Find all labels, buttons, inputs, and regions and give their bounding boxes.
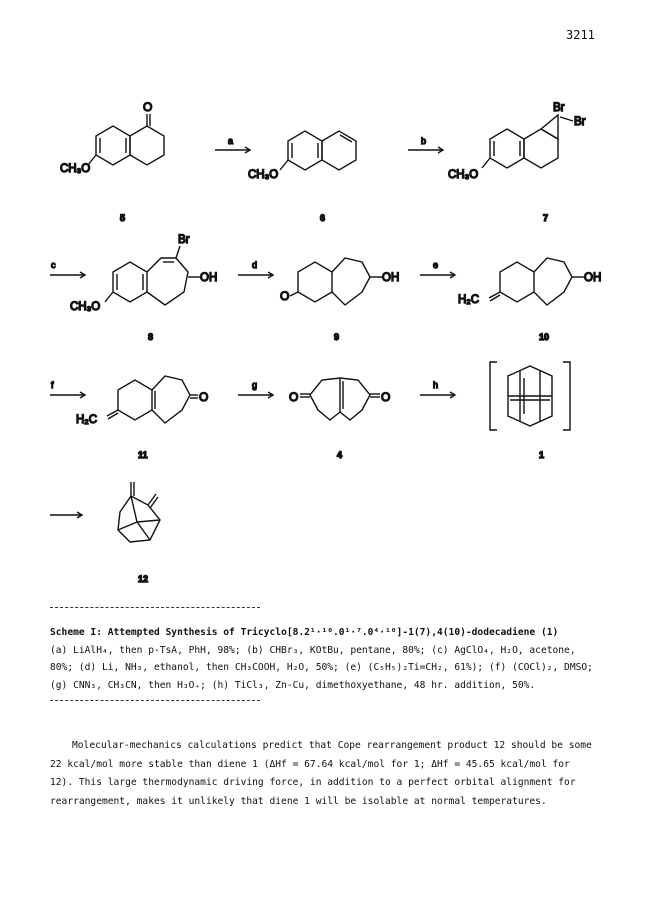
- compound-number-5: 5: [120, 213, 126, 223]
- structure-5: [96, 114, 164, 165]
- body-paragraph: [50, 737, 640, 811]
- compound-number-6: 6: [320, 213, 326, 223]
- divider-bottom: [50, 700, 260, 701]
- caption-line-3: (g) CNN₃, CH₃CN, then H₃O₊; (h) TiCl₃, Zn-Cu, dimethoxyethane, 48 hr. addition, 50%.: [50, 679, 536, 691]
- methoxy-label-7: CH₃O: [448, 169, 479, 181]
- structure-8: [105, 246, 200, 305]
- structure-7: [482, 115, 558, 168]
- compound-number-12: 12: [138, 574, 149, 584]
- compound-number-8: 8: [148, 332, 154, 342]
- oxygen-label-4b: O: [381, 390, 391, 404]
- paragraph-line-1: Molecular-mechanics calculations predict that Cope rearrangement product 12 should be some: [72, 740, 592, 751]
- caption-line-2: 80%; (d) Li, NH₃, ethanol, then CH₃COOH, H₂O, 50%; (e) (C₅H₅)₂Ti=CH₂, 61%); (f) (COCl)₂, DMSO;: [50, 662, 593, 673]
- compound-number-9: 9: [334, 332, 340, 342]
- scheme-title: Scheme I: Attempted Synthesis of Tricyclo[8.2¹·¹⁰.0¹·⁷.0⁴·¹⁰]-1(7),4(10)-dodecadiene (1): [50, 627, 559, 638]
- methoxy-label-6: CH₃O: [248, 169, 279, 181]
- compound-number-11: 11: [138, 450, 148, 460]
- arrow-label-d: d: [252, 260, 258, 270]
- structure-12: [118, 482, 160, 542]
- paragraph-line-2: 22 kcal/mol more stable than diene 1 (ΔHf = 67.64 kcal/mol for 1; ΔHf = 45.65 kcal/mol for: [50, 758, 570, 770]
- structure-9: [290, 258, 382, 305]
- bromine-label-7b: Br: [574, 116, 586, 128]
- arrow-label-c: c: [51, 260, 56, 270]
- oxygen-label-5: O: [143, 100, 153, 114]
- hydroxyl-label-9: OH: [382, 272, 400, 284]
- arrow-label-f: f: [51, 380, 54, 390]
- caption-line-1: (a) LiAlH₄, then p-TsA, PhH, 98%; (b) CHBr₃, KOtBu, pentane, 80%; (c) AgClO₄, H₂O, acetone,: [50, 644, 576, 656]
- structure-11: [107, 376, 198, 423]
- oxygen-label-9: O: [280, 289, 290, 303]
- hydroxyl-label-10: OH: [584, 272, 602, 284]
- scheme-caption: [50, 624, 635, 694]
- compound-number-10: 10: [539, 332, 550, 342]
- arrow-label-e: e: [433, 260, 439, 270]
- methoxy-label-8: CH₃O: [70, 301, 101, 313]
- structure-4: [300, 378, 380, 420]
- arrow-label-g: g: [252, 380, 258, 390]
- arrow-label-h: h: [433, 380, 439, 390]
- methylene-label-10: H₂C: [458, 294, 480, 306]
- compound-number-4: 4: [337, 450, 343, 460]
- paragraph-line-4: rearrangement, makes it unlikely that diene 1 will be isolable at normal temperatures.: [50, 795, 547, 807]
- compound-number-7: 7: [543, 213, 549, 223]
- structure-6: [280, 131, 356, 170]
- oxygen-label-4a: O: [289, 390, 299, 404]
- arrow-label-a: a: [228, 136, 234, 146]
- structure-1: [490, 362, 570, 430]
- methoxy-label-5: CH₃O: [60, 163, 91, 175]
- bromine-label-8: Br: [178, 234, 190, 246]
- compound-number-1: 1: [539, 450, 545, 460]
- bromine-label-7a: Br: [553, 102, 565, 114]
- hydroxyl-label-8: OH: [200, 272, 218, 284]
- structure-10: [489, 258, 584, 305]
- paragraph-line-3: 12). This large thermodynamic driving force, in addition to a perfect orbital alignment for: [50, 777, 576, 788]
- page-number: 3211: [566, 28, 595, 42]
- arrow-label-b: b: [421, 136, 427, 146]
- oxygen-label-11: O: [199, 390, 209, 404]
- methylene-label-11: H₂C: [76, 414, 98, 426]
- divider-top: [50, 607, 260, 608]
